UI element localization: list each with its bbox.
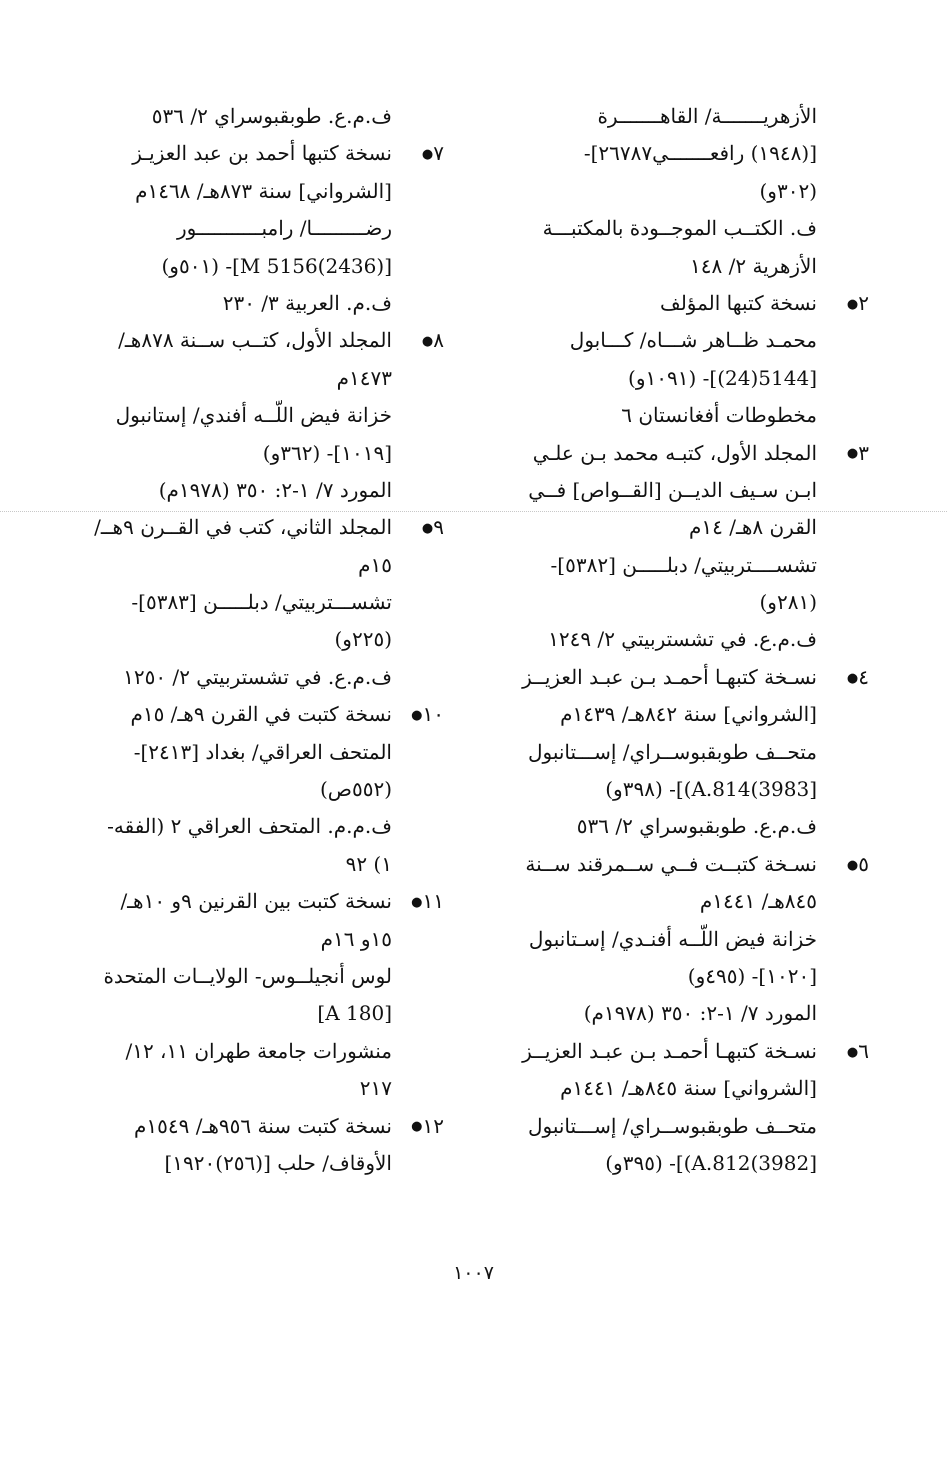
line-text: نسخة كتبت سنة ٩٥٦هـ/ ١٥٤٩م [134, 1113, 392, 1138]
text-line [497, 472, 817, 509]
line-text: لوس أنجيلــوس- الولايــات المتحدة [103, 963, 392, 988]
line-text: ٢١٧ [359, 1076, 392, 1101]
line-text: ٨٤٥هـ/ ١٤٤١م [699, 889, 817, 914]
entry-number [396, 883, 444, 921]
line-text: محمـد ظــاهر شـــاه/ كـــابول [569, 328, 817, 353]
line-text: (٥٥٢ص) [319, 777, 392, 802]
text-line [92, 808, 392, 845]
entry-number [821, 1033, 869, 1071]
text-line [92, 248, 392, 285]
line-text: المجلد الثاني، كتب في القــرن ٩هــ/ [94, 515, 392, 540]
text-line [497, 1108, 817, 1145]
line-text: ف.م.ع. طوبقبوسراي ٢/ ٥٣٦ [576, 814, 817, 839]
line-text: [الشرواني] سنة ٨٧٣هـ/ ١٤٦٨م [135, 178, 392, 203]
entry-number-text: ١٠ [422, 702, 444, 727]
line-text: ف.م.ع. في تشستربيتي ٢/ ١٢٥٠ [123, 664, 392, 689]
left-column [92, 98, 444, 1182]
line-text: [(١٩٤٨) رافعـــــــي٢٦٧٨٧]- [583, 141, 817, 166]
text-line [497, 1145, 817, 1182]
line-text: المجلد الأول، كتبـه محمد بـن علـي [532, 440, 817, 465]
text-line [497, 435, 869, 472]
text-line [92, 958, 392, 995]
line-text: [الشرواني] سنة ٨٤٥هـ/ ١٤٤١م [560, 1076, 817, 1101]
entry-number [396, 135, 444, 173]
text-line [92, 584, 392, 621]
bullet-icon: ● [411, 708, 423, 724]
entry-number-text: ٧ [433, 141, 444, 166]
line-text: خزانة فيض اللّــه أفندي/ إستانبول [115, 403, 392, 428]
text-line [92, 1070, 392, 1107]
line-text: متحــف طوبقبوســراي/ إســـتانبول [527, 739, 817, 764]
line-text: ١٥و ١٦م [320, 926, 392, 951]
text-line [497, 808, 817, 845]
text-line [497, 584, 817, 621]
line-text: [الشرواني] سنة ٨٤٢هـ/ ١٤٣٩م [560, 702, 817, 727]
text-line [497, 173, 817, 210]
text-line [92, 1108, 444, 1145]
line-text: [3983)A.814)]- (٣٩٨و) [605, 777, 817, 802]
text-line [92, 285, 392, 322]
entry-number [821, 285, 869, 323]
text-line [497, 958, 817, 995]
text-line [497, 322, 817, 359]
text-line [92, 547, 392, 584]
line-text: (٢٨١و) [759, 590, 817, 615]
page-number: ١٠٠٧ [453, 1262, 494, 1284]
line-text: نسخة كتبها أحمد بن عبد العزيـز [132, 141, 392, 166]
line-text: القرن ٨هـ/ ١٤م [689, 515, 817, 540]
text-line [92, 509, 444, 546]
line-text: رضـــــــــا/ رامبـــــــــــور [177, 216, 392, 241]
entry-number-text: ٢ [858, 290, 869, 315]
scan-divider [0, 511, 947, 512]
text-line [497, 98, 817, 135]
text-line [497, 1033, 869, 1070]
entry-number [396, 696, 444, 734]
line-text: (٣٠٢و) [759, 178, 817, 203]
text-line [92, 846, 392, 883]
text-line [497, 547, 817, 584]
line-text: المورد ٧/ ١-٢: ٣٥٠ (١٩٧٨م) [158, 477, 392, 502]
text-line [92, 621, 392, 658]
text-line [497, 995, 817, 1032]
text-line [497, 734, 817, 771]
line-text: ١) ٩٢ [345, 851, 392, 876]
entry-number [396, 509, 444, 547]
line-text: (٢٢٥و) [334, 627, 392, 652]
line-text: نسـخة كتبهـا أحمـد بـن عبـد العزيــز [522, 1038, 817, 1063]
bullet-icon: ● [421, 147, 434, 163]
text-line [92, 210, 392, 247]
text-line [497, 509, 817, 546]
line-text: [3982)A.812)]- (٣٩٥و) [605, 1150, 817, 1175]
text-line [92, 173, 392, 210]
entry-number-text: ٨ [433, 328, 444, 353]
entry-number [821, 846, 869, 884]
text-line [497, 360, 817, 397]
text-line [92, 883, 444, 920]
text-line [92, 472, 392, 509]
entry-number-text: ٣ [858, 440, 869, 465]
line-text: ف.م.م. المتحف العراقي ٢ (الفقه- [107, 814, 392, 839]
entry-number [821, 659, 869, 697]
line-text: ف.م. العربية ٣/ ٢٣٠ [222, 290, 392, 315]
text-line [497, 771, 817, 808]
text-line [92, 397, 392, 434]
bullet-icon: ● [411, 1119, 423, 1135]
line-text: [١٠٢٠]- (٤٩٥و) [687, 963, 817, 988]
line-text: [A 180] [317, 1001, 392, 1026]
line-text: المورد ٧/ ١-٢: ٣٥٠ (١٩٧٨م) [583, 1001, 817, 1026]
line-text: ف.م.ع. طوبقبوسراي ٢/ ٥٣٦ [151, 104, 392, 128]
line-text: الأزهرية ٢/ ١٤٨ [690, 253, 817, 278]
line-text: الأوقاف/ حلب [(٢٥٦)١٩٢٠] [164, 1150, 392, 1175]
line-text: متحــف طوبقبوســراي/ إســـتانبول [527, 1113, 817, 1138]
text-line [497, 285, 869, 322]
text-line [497, 397, 817, 434]
line-text: مخطوطات أفغانستان ٦ [621, 403, 817, 428]
entry-number [821, 435, 869, 473]
entry-number-text: ٩ [433, 515, 444, 540]
line-text: تشســــتربيتي/ دبلـــــن [٥٣٨٢]- [550, 552, 817, 577]
text-line [92, 322, 444, 359]
text-line [92, 921, 392, 958]
line-text: نسخة كتبت بين القرنين ٩و ١٠هـ/ [120, 889, 392, 914]
line-text: [١٠١٩]- (٣٦٢و) [262, 440, 392, 465]
line-text: ف.م.ع. في تشستربيتي ٢/ ١٢٤٩ [548, 627, 817, 652]
entry-number-text: ٥ [858, 851, 869, 876]
right-column [497, 98, 869, 1182]
text-line [497, 248, 817, 285]
bullet-icon: ● [421, 521, 434, 537]
text-line [497, 846, 869, 883]
text-line [92, 771, 392, 808]
line-text: [(2436)5156 M]- (٥٠١و) [161, 253, 392, 278]
line-text: المجلد الأول، كتــب ســنة ٨٧٨هـ/ [118, 328, 392, 353]
entry-number [396, 322, 444, 360]
line-text: ف. الكتــب الموجــودة بالمكتبـــة [542, 216, 817, 241]
bullet-icon: ● [846, 1044, 859, 1060]
text-line [92, 995, 392, 1032]
text-line [497, 210, 817, 247]
text-line [92, 360, 392, 397]
line-text: الأزهريـــــــة/ القاهـــــــرة [597, 104, 817, 128]
line-text: منشورات جامعة طهران ١١، ١٢/ [125, 1038, 392, 1063]
text-line [92, 734, 392, 771]
line-text: ١٥م [358, 552, 392, 577]
entry-number-text: ١١ [422, 889, 444, 914]
line-text: المتحف العراقي/ بغداد [٢٤١٣]- [133, 739, 392, 764]
entry-number-text: ٤ [858, 664, 869, 689]
entry-number [396, 1108, 444, 1146]
line-text: نسخة كتبت في القرن ٩هـ/ ١٥م [130, 702, 392, 727]
line-text: نسـخة كتبــت فــي ســمرقند ســنة [525, 851, 817, 876]
line-text: خزانة فيض اللّــه أفنـدي/ إسـتانبول [528, 926, 817, 951]
text-line [92, 98, 392, 135]
text-line [497, 135, 817, 172]
text-line [497, 659, 869, 696]
text-line [92, 135, 444, 172]
line-text: ابـن سـيف الديــن [القــواص] فــي [528, 477, 817, 502]
text-line [92, 1033, 392, 1070]
line-text: نسـخة كتبهـا أحمـد بـن عبـد العزيــز [522, 664, 817, 689]
text-line [497, 883, 817, 920]
bullet-icon: ● [846, 857, 859, 873]
text-line [497, 696, 817, 733]
line-text: تشســـتربيتي/ دبلـــــن [٥٣٨٣]- [131, 590, 392, 615]
bullet-icon: ● [411, 895, 423, 910]
bullet-icon: ● [421, 334, 434, 350]
line-text: ١٤٧٣م [336, 365, 392, 390]
text-line [92, 1145, 392, 1182]
text-line [497, 1070, 817, 1107]
line-text: [5144(24)]- (١٠٩١و) [628, 365, 817, 390]
text-line [92, 696, 444, 733]
bullet-icon: ● [846, 670, 859, 686]
text-line [92, 659, 392, 696]
bullet-icon: ● [846, 446, 859, 462]
entry-number-text: ١٢ [422, 1113, 444, 1138]
line-text: نسخة كتبها المؤلف [659, 290, 817, 315]
text-line [497, 921, 817, 958]
text-line [92, 435, 392, 472]
bullet-icon: ● [846, 296, 859, 312]
text-line [497, 621, 817, 658]
entry-number-text: ٦ [858, 1038, 869, 1063]
